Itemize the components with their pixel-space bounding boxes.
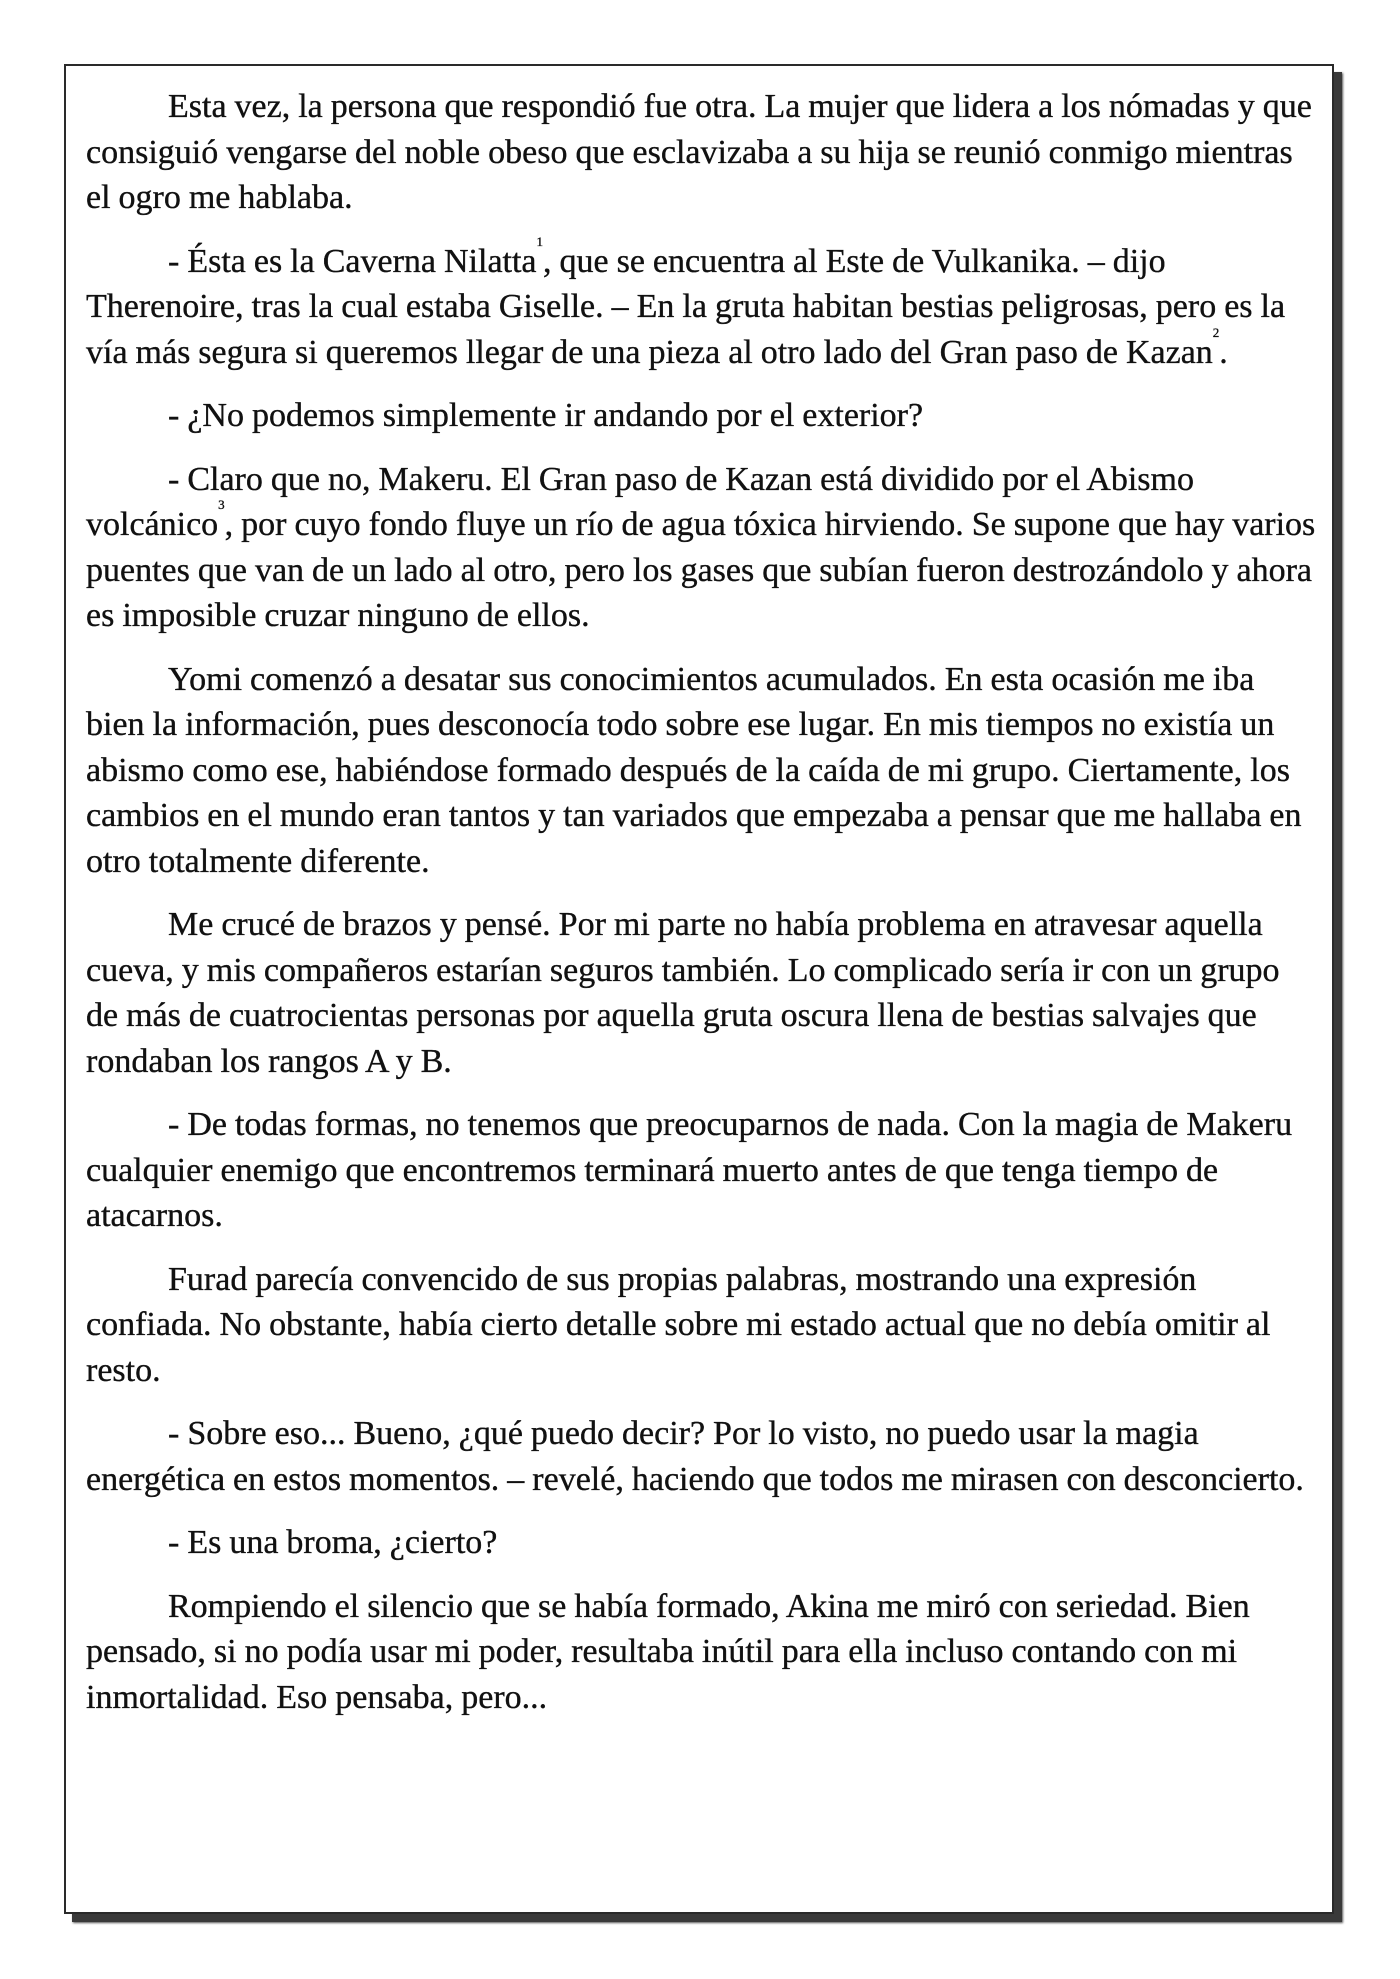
paragraph-text: , que se encuentra al Este de Vulkanika. – dijo Therenoire, tras la cual estaba Giselle. – En la gruta habitan bestias peligrosas, pero es la vía más segura si queremos llegar de una pieza al otro lado del Gran paso de Kazan <box>86 242 1286 371</box>
paragraph <box>86 902 1316 1084</box>
paragraph-text: Me crucé de brazos y pensé. Por mi parte no había problema en atravesar aquella cueva, y mis compañeros estarían seguros también. Lo complicado sería ir con un grupo de más de cuatrocientas personas por aquella gruta oscura llena de bestias salvajes que rondaban los rangos A y B. <box>86 906 1280 1080</box>
paragraph-text: - Sobre eso... Bueno, ¿qué puedo decir? Por lo visto, no puedo usar la magia energética en estos momentos. – revelé, haciendo que todos me mirasen con desconcierto. <box>86 1415 1304 1498</box>
paragraph-text: , por cuyo fondo fluye un río de agua tóxica hirviendo. Se supone que hay varios puentes que van de un lado al otro, pero los gases que subían fueron destrozándolo y ahora es imposible cruzar ninguno de ellos. <box>86 506 1316 634</box>
paragraph-text: Rompiendo el silencio que se había formado, Akina me miró con seriedad. Bien pensado, si no podía usar mi poder, resultaba inútil para ella incluso contando con mi inmortalidad. Eso pensaba, pero... <box>86 1587 1250 1716</box>
paragraph-text: - Ésta es la Caverna Nilatta <box>168 242 537 280</box>
paragraph <box>86 233 1316 376</box>
paragraph <box>86 457 1316 639</box>
paragraph <box>86 84 1316 221</box>
paragraph-text: - Claro que no, Makeru. El Gran paso de Kazan está dividido por el Abismo volcánico <box>86 460 1194 543</box>
paragraph-text: - De todas formas, no tenemos que preocuparnos de nada. Con la magia de Makeru cualquier enemigo que encontremos terminará muerto antes de que tenga tiempo de atacarnos. <box>86 1106 1293 1234</box>
paragraph-text: Yomi comenzó a desatar sus conocimientos acumulados. En esta ocasión me iba bien la información, pues desconocía todo sobre ese lugar. En mis tiempos no existía un abismo como ese, habiéndose formado después de la caída de mi grupo. Ciertamente, los cambios en el mundo eran tantos y tan variados que empezaba a pensar que me hallaba en otro totalmente diferente. <box>86 660 1302 880</box>
text-body <box>86 84 1316 1738</box>
paragraph-text: - ¿No podemos simplemente ir andando por el exterior? <box>168 397 924 434</box>
paragraph <box>86 1584 1316 1721</box>
paragraph <box>86 1520 1316 1566</box>
paragraph <box>86 393 1316 439</box>
paragraph-text: . <box>1219 333 1228 371</box>
paragraph <box>86 1102 1316 1239</box>
page-frame <box>64 64 1334 1914</box>
paragraph <box>86 1411 1316 1502</box>
footnote-marker: 2 <box>1212 324 1220 340</box>
footnote-marker: 3 <box>218 497 225 512</box>
paragraph-text: - Es una broma, ¿cierto? <box>168 1524 498 1561</box>
paragraph-text: Esta vez, la persona que respondió fue otra. La mujer que lidera a los nómadas y que consiguió vengarse del noble obeso que esclavizaba a su hija se reunió conmigo mientras el ogro me hablaba. <box>86 88 1312 216</box>
paragraph-text: Furad parecía convencido de sus propias palabras, mostrando una expresión confiada. No obstante, había cierto detalle sobre mi estado actual que no debía omitir al resto. <box>86 1260 1271 1389</box>
paragraph <box>86 1257 1316 1394</box>
paragraph <box>86 657 1316 885</box>
footnote-marker: 1 <box>536 233 544 249</box>
